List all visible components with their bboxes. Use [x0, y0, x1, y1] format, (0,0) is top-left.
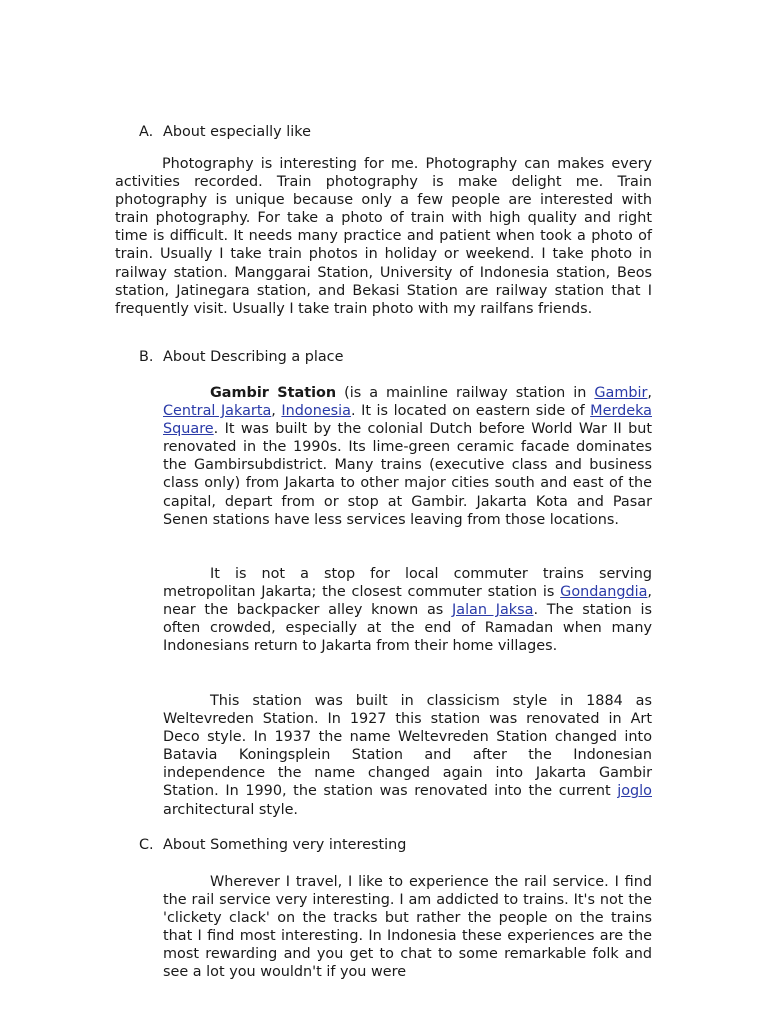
- section-b-letter: B.: [139, 349, 154, 365]
- text-span: (is a mainline railway station in: [336, 385, 595, 401]
- text-span: , near the backpacker alley known as: [163, 584, 652, 619]
- text-span: architectural style.: [163, 801, 299, 818]
- text-span: . It is located on eastern side of: [351, 403, 591, 420]
- section-c-letter: C.: [139, 837, 154, 853]
- section-b-heading: [139, 348, 343, 366]
- text-span: . The station is often crowded, especially at the end of Ramadan when many Indonesians return to Jakarta from their home villages.: [163, 602, 652, 655]
- text-span: ,: [647, 385, 652, 401]
- gambir-station-name: Gambir Station: [210, 385, 337, 401]
- link-merdeka-square[interactable]: Merdeka Square: [163, 403, 652, 438]
- link-central-jakarta[interactable]: Central Jakarta: [163, 403, 272, 420]
- section-a-heading: [139, 123, 311, 141]
- text-span: This station was built in classicism style in 1884 as Weltevreden Station. In 1927 this station was renovated in Art Deco style. In 1937 the name Weltevreden Station changed into Batavia Koningsplein Station and after the Indonesian independence the name changed again into Jakarta Gambir Station. In 1990, the station was renovated into the current: [163, 693, 652, 800]
- section-a-letter: A.: [139, 124, 154, 140]
- history-paragraph: [163, 692, 652, 819]
- text-span: . It was built by the colonial Dutch before World War II but renovated in the 1990s. Its lime-green ceramic facade dominates the Gambirsubdistrict. Many trains (executive class and business class only) from Jakarta to other major cities south and east of the capital, depart from or stop at Gambir. Jakarta Kota and Pasar Senen stations have less services leaving from those locations.: [163, 421, 652, 528]
- link-jalan-jaksa[interactable]: Jalan Jaksa: [452, 602, 534, 619]
- link-gondangdia[interactable]: Gondangdia: [560, 584, 648, 601]
- section-c-heading: [139, 836, 406, 854]
- section-a-title: About especially like: [163, 124, 311, 140]
- section-c-paragraph: Wherever I travel, I like to experience the rail service. I find the rail service very interesting. I am addicted to trains. It's not the 'clickety clack' on the tracks but rather the people on the trains that I find most interesting. In Indonesia these experiences are the most rewarding and you get to chat to some remarkable folk and see a lot you wouldn't if you were: [163, 874, 652, 981]
- text-span: It is not a stop for local commuter trains serving metropolitan Jakarta; the closest commuter station is: [163, 566, 652, 601]
- commuter-paragraph: [163, 565, 652, 655]
- link-indonesia[interactable]: Indonesia: [281, 403, 351, 420]
- section-b-title: About Describing a place: [163, 349, 344, 365]
- text-span: ,: [271, 403, 282, 420]
- gambir-station-paragraph: [163, 384, 652, 529]
- section-c-title: About Something very interesting: [163, 837, 407, 853]
- link-gambir[interactable]: Gambir: [594, 385, 648, 401]
- section-a-paragraph: Photography is interesting for me. Photography can makes every activities recorded. Train photography is make delight me. Train photography is unique because only a few people are interested with train photography. For take a photo of train with high quality and right time is difficult. It needs many practice and patient when took a photo of train. Usually I take train photos in holiday or weekend. I take photo in railway station. Manggarai Station, University of Indonesia station, Beos station, Jatinegara station, and Bekasi Station are railway station that I frequently visit. Usually I take train photo with my railfans friends.: [115, 156, 652, 317]
- link-joglo[interactable]: joglo: [617, 783, 652, 800]
